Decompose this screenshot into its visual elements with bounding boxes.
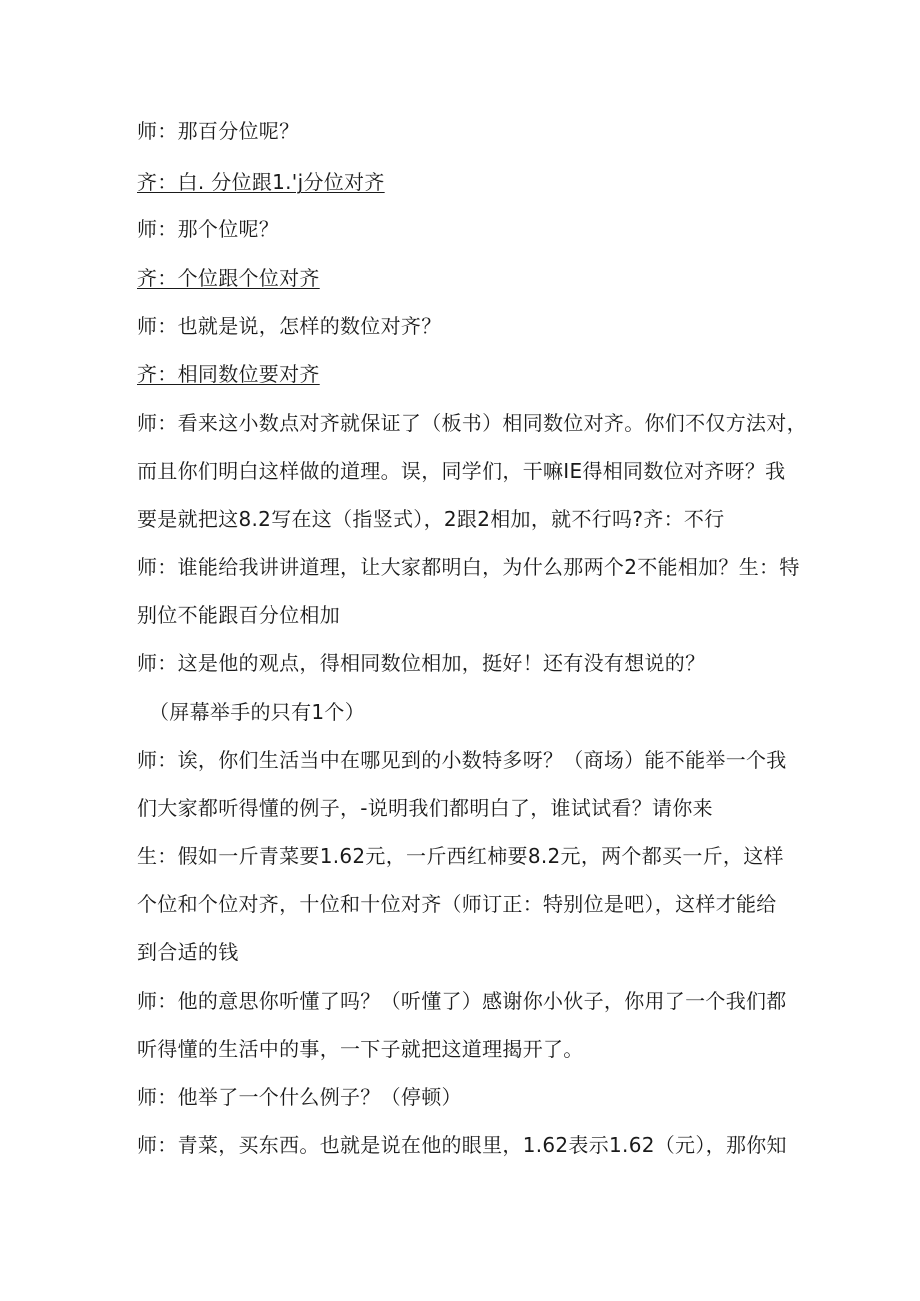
text-line: 生：假如一斤青菜要1.62元，一斤西红柿要8.2元，两个都买一斤，这样 [137, 844, 784, 868]
text-line: 师：那个位呢？ [137, 217, 280, 241]
text-line: 师：诶，你们生活当中在哪见到的小数特多呀？（商场）能不能举一个我 [137, 748, 787, 772]
text-line: 们大家都听得懂的例子，-说明我们都明白了，谁试试看？请你来 [137, 796, 713, 820]
text-line: 师：他举了一个什么例子？（停顿） [137, 1085, 462, 1109]
text-line: 个位和个位对齐，十位和十位对齐（师订正：特别位是吧），这样才能给 [137, 892, 777, 916]
text-line: 听得懂的生活中的事，一下子就把这道理揭开了。 [137, 1037, 584, 1061]
text-line: 齐：个位跟个位对齐 [137, 266, 320, 290]
text-line: （屏幕举手的只有1个） [149, 700, 366, 724]
text-line: 师：也就是说，怎样的数位对齐？ [137, 314, 442, 338]
text-line: 师：谁能给我讲讲道理，让大家都明白，为什么那两个2不能相加？生：特 [137, 555, 800, 579]
text-line: 齐：相同数位要对齐 [137, 362, 320, 386]
text-line: 齐：白. 分位跟1.'j分位对齐 [137, 170, 385, 194]
text-line: 别位不能跟百分位相加 [137, 603, 340, 627]
text-line: 要是就把这8.2写在这（指竖式），2跟2相加，就不行吗?齐：不行 [137, 507, 725, 531]
text-line: 师：看来这小数点对齐就保证了（板书）相同数位对齐。你们不仅方法对， [137, 411, 807, 435]
text-line: 到合适的钱 [137, 940, 239, 964]
text-line: 师：他的意思你听懂了吗？（听懂了）感谢你小伙子，你用了一个我们都 [137, 989, 787, 1013]
text-line: 师：那百分位呢？ [137, 119, 300, 143]
text-line: 师：这是他的观点，得相同数位相加，挺好！还有没有想说的？ [137, 651, 706, 675]
text-line: 师：青菜，买东西。也就是说在他的眼里，1.62表示1.62（元），那你知 [137, 1133, 787, 1157]
text-line: 而且你们明白这样做的道理。误，同学们，干嘛IE得相同数位对齐呀？我 [137, 459, 786, 483]
